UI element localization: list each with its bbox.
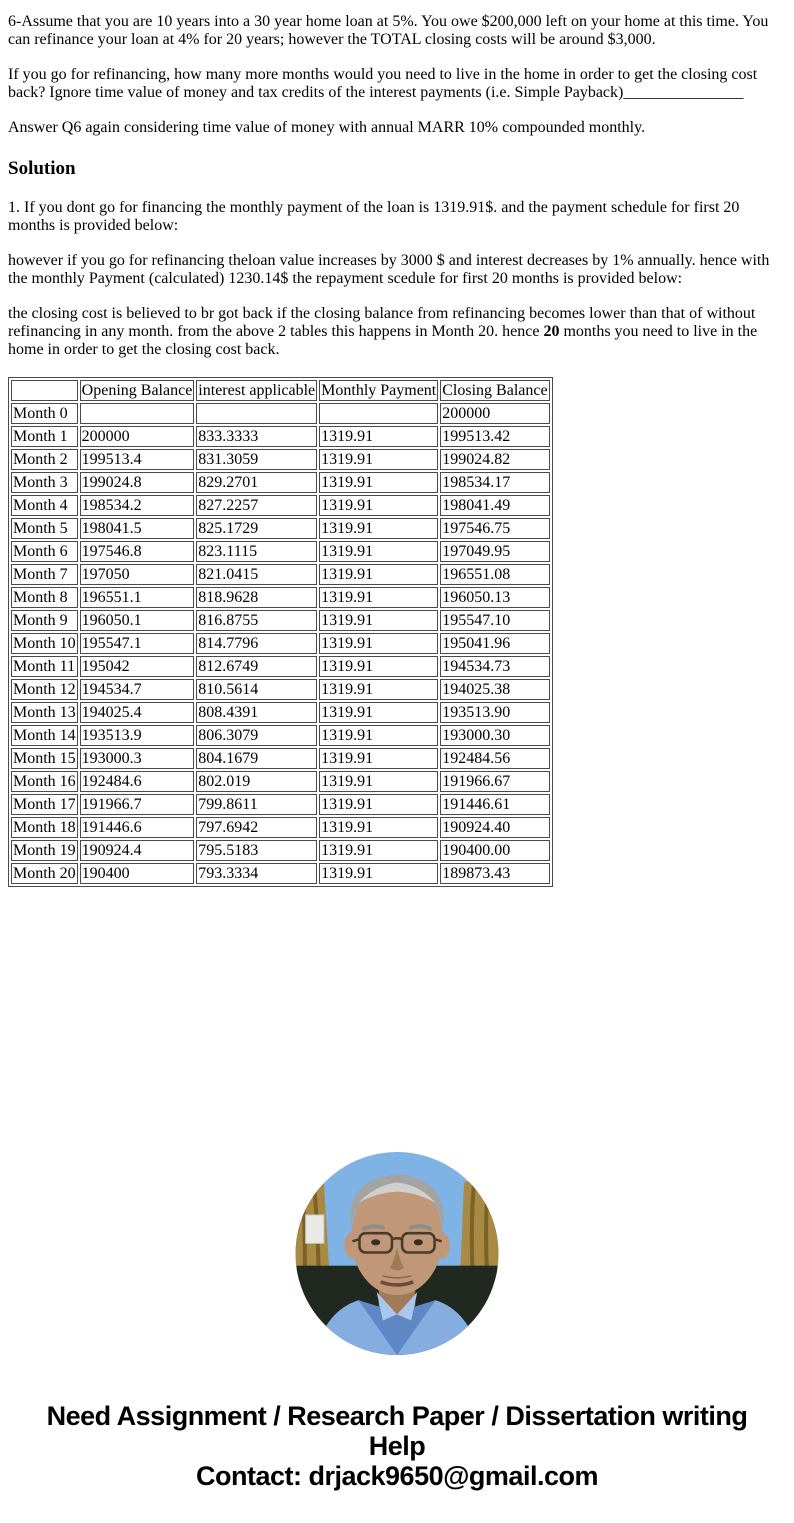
value-cell: 198534.2 [80,495,195,516]
value-cell: 833.3333 [196,426,317,447]
value-cell: 1319.91 [319,817,438,838]
table-row [11,610,550,631]
value-cell: 818.9628 [196,587,317,608]
value-cell: 194534.7 [80,679,195,700]
value-cell: 196050.13 [440,587,549,608]
table-row [11,702,550,723]
solution-paragraph-1: 1. If you dont go for financing the monthly payment of the loan is 1319.91$. and the payment schedule for first 20 months is provided below: [8,199,740,234]
value-cell: 198534.17 [440,472,549,493]
value-cell: 1319.91 [319,748,438,769]
value-cell: 804.1679 [196,748,317,769]
value-cell: 190400.00 [440,840,549,861]
table-row [11,679,550,700]
month-cell: Month 18 [13,819,76,836]
value-cell: 812.6749 [196,656,317,677]
table-row [11,656,550,677]
value-cell: 190924.4 [80,840,195,861]
value-cell: 196551.08 [440,564,549,585]
value-cell: 1319.91 [319,610,438,631]
column-header [11,380,78,401]
month-cell: Month 16 [13,773,76,790]
table-row [11,725,550,746]
value-cell: 192484.56 [440,748,549,769]
value-cell: 825.1729 [196,518,317,539]
value-cell: 193513.90 [440,702,549,723]
table-row [11,840,550,861]
table-row [11,817,550,838]
value-cell: 808.4391 [196,702,317,723]
solution-paragraph-2: however if you go for refinancing theloan value increases by 3000 $ and interest decreases by 1% annually. hence with the monthly Payment (calculated) 1230.14$ the repayment scedule for first 20 months is provided below: [8,252,770,287]
value-cell: 799.8611 [196,794,317,815]
value-cell: 823.1115 [196,541,317,562]
question-paragraph-3: Answer Q6 again considering time value of money with annual MARR 10% compounded monthly. [8,119,646,136]
footer-banner [0,1401,794,1491]
table-row [11,472,550,493]
value-cell: 1319.91 [319,541,438,562]
solution-paragraph-3 [8,305,786,359]
value-cell: 1319.91 [319,472,438,493]
tutor-avatar-illustration [296,1152,499,1355]
value-cell: 198041.5 [80,518,195,539]
payment-table-header-row [11,380,550,401]
table-row [11,633,550,654]
value-cell: 1319.91 [319,495,438,516]
month-cell: Month 7 [11,564,78,585]
value-cell: 816.8755 [196,610,317,631]
value-cell: 814.7796 [196,633,317,654]
value-cell: 197546.8 [80,541,195,562]
column-header: Closing Balance [442,382,548,399]
table-row [11,771,550,792]
month-cell: Month 19 [13,842,76,859]
table-row [11,403,550,424]
value-cell: 827.2257 [196,495,317,516]
table-row [11,495,550,516]
tutor-avatar [296,1152,499,1355]
value-cell: 200000 [440,403,549,424]
solution-p3-suffix: months you need to live in the home in order to get the closing cost back. [8,323,758,358]
payment-table-body [11,403,550,884]
value-cell: 189873.43 [440,863,549,884]
value-cell: 197546.75 [440,518,549,539]
month-cell: Month 11 [11,656,78,677]
value-cell: 199024.82 [440,449,549,470]
month-cell: Month 9 [11,610,78,631]
month-cell: Month 4 [11,495,78,516]
solution-p3-prefix: the closing cost is believed to br got back if the closing balance from refinancing becomes lower than that of without refinancing in any month. from the above 2 tables this happens in Month 20. hence [8,305,756,340]
value-cell: 802.019 [196,771,317,792]
value-cell: 795.5183 [196,840,317,861]
value-cell: 797.6942 [196,817,317,838]
value-cell: 829.2701 [196,472,317,493]
month-cell: Month 5 [11,518,78,539]
value-cell: 195042 [80,656,195,677]
value-cell: 193513.9 [80,725,195,746]
value-cell: 199513.4 [80,449,195,470]
value-cell: 200000 [80,426,195,447]
month-cell: Month 3 [11,472,78,493]
solution-heading: Solution [8,158,76,179]
value-cell: 1319.91 [319,840,438,861]
value-cell: 195041.96 [440,633,549,654]
month-cell: Month 15 [13,750,76,767]
value-cell: 198041.49 [440,495,549,516]
value-cell: 194534.73 [440,656,549,677]
value-cell [80,403,195,424]
table-row [11,518,550,539]
question-paragraph-1: 6-Assume that you are 10 years into a 30 year home loan at 5%. You owe $200,000 left on your home at this time. You can refinance your loan at 4% for 20 years; however the TOTAL closing costs will be around $3,000. [8,13,769,48]
table-row [11,794,550,815]
value-cell: 1319.91 [319,518,438,539]
column-header: Monthly Payment [321,382,437,399]
month-cell: Month 6 [11,541,78,562]
value-cell: 192484.6 [80,771,195,792]
value-cell: 194025.38 [440,679,549,700]
value-cell: 1319.91 [319,633,438,654]
month-cell: Month 8 [11,587,78,608]
value-cell: 1319.91 [319,863,438,884]
value-cell: 793.3334 [196,863,317,884]
value-cell: 194025.4 [80,702,195,723]
value-cell: 191446.61 [440,794,549,815]
value-cell: 197049.95 [440,541,549,562]
value-cell: 197050 [80,564,195,585]
value-cell: 191966.67 [440,771,549,792]
table-row [11,426,550,447]
value-cell: 1319.91 [319,587,438,608]
value-cell: 191446.6 [80,817,195,838]
month-cell: Month 12 [13,681,76,698]
month-cell: Month 1 [11,426,78,447]
value-cell: 199024.8 [80,472,195,493]
month-cell: Month 13 [13,704,76,721]
month-cell: Month 2 [11,449,78,470]
value-cell: 191966.7 [80,794,195,815]
table-row [11,564,550,585]
table-row [11,541,550,562]
value-cell: 190400 [80,863,195,884]
table-row [11,863,550,884]
question-paragraph-2: If you go for refinancing, how many more months would you need to live in the home in order to get the closing cost back? Ignore time value of money and tax credits of the interest payments (i.e. Simple Payback)_______________ [8,66,758,101]
month-cell: Month 17 [13,796,76,813]
value-cell: 1319.91 [319,449,438,470]
table-row [11,449,550,470]
value-cell: 810.5614 [196,679,317,700]
value-cell: 806.3079 [196,725,317,746]
value-cell: 1319.91 [319,794,438,815]
value-cell: 1319.91 [319,656,438,677]
footer-help-text: Need Assignment / Research Paper / Dissertation writing Help [46,1401,748,1461]
column-header: Opening Balance [81,382,193,399]
value-cell: 1319.91 [319,426,438,447]
footer-contact-email: Contact: drjack9650@gmail.com [196,1461,598,1491]
solution-p3-answer-months: 20 [543,323,560,340]
month-cell: Month 10 [13,635,76,652]
value-cell [196,403,317,424]
value-cell: 1319.91 [319,679,438,700]
value-cell: 199513.42 [440,426,549,447]
value-cell: 196050.1 [80,610,195,631]
value-cell: 195547.10 [440,610,549,631]
value-cell [319,403,438,424]
column-header: interest applicable [198,382,316,399]
value-cell: 821.0415 [196,564,317,585]
payment-schedule-table [8,377,553,887]
value-cell: 193000.3 [80,748,195,769]
value-cell: 190924.40 [440,817,549,838]
table-row [11,748,550,769]
value-cell: 1319.91 [319,771,438,792]
month-cell: Month 14 [13,727,76,744]
table-row [11,587,550,608]
value-cell: 831.3059 [196,449,317,470]
value-cell: 1319.91 [319,564,438,585]
value-cell: 193000.30 [440,725,549,746]
value-cell: 1319.91 [319,725,438,746]
month-cell: Month 20 [13,865,76,882]
value-cell: 195547.1 [80,633,195,654]
month-cell: Month 0 [11,403,78,424]
value-cell: 196551.1 [80,587,195,608]
value-cell: 1319.91 [319,702,438,723]
